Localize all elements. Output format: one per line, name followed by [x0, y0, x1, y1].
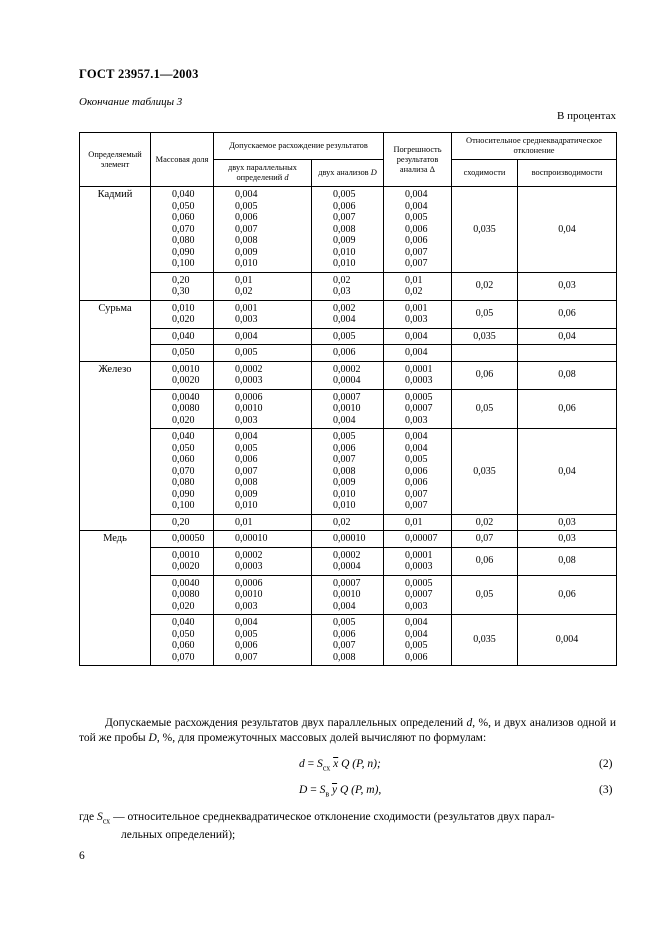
convergence-cell: 0,06: [452, 547, 518, 575]
err-value: 0,006: [405, 223, 428, 235]
d-value: 0,007: [235, 223, 258, 235]
D-cell: [312, 328, 384, 345]
mass-value: 0,080: [172, 477, 195, 488]
d-value: 0,004: [235, 617, 258, 628]
d-value: 0,003: [235, 600, 258, 612]
mass-value: 0,100: [172, 258, 195, 269]
D-value: 0,006: [333, 347, 356, 358]
header-two-analyses-text: двух анализов: [318, 168, 369, 177]
D-value: 0,009: [333, 477, 356, 488]
err-value: 0,006: [405, 235, 428, 246]
d-value: 0,0002: [235, 363, 263, 375]
header-two-parallel-symbol: d: [284, 173, 289, 182]
D-cell: [312, 429, 384, 515]
err-cell: [384, 615, 452, 666]
D-cell: [312, 345, 384, 362]
D-value: 0,0007: [333, 577, 361, 589]
reproducibility-cell: 0,08: [518, 547, 617, 575]
header-two-analyses-symbol: D: [370, 168, 377, 177]
err-value: 0,004: [405, 189, 428, 200]
d-cell: [214, 547, 312, 575]
convergence-cell: 0,05: [452, 300, 518, 328]
err-value: 0,004: [405, 347, 428, 358]
D-value: 0,005: [333, 330, 356, 342]
where-prefix: где: [79, 811, 97, 823]
d-cell: [214, 272, 312, 300]
header-mass-fraction: Массовая доля: [151, 133, 214, 187]
para-text-c: , %, для промежуточных массовых долей вычисляют по формулам:: [156, 732, 487, 744]
err-value: 0,00007: [405, 533, 438, 544]
mass-value: 0,0010: [172, 363, 200, 375]
D-cell: [312, 514, 384, 531]
err-value: 0,001: [405, 302, 428, 314]
err-value: 0,007: [405, 488, 428, 500]
d-value: 0,005: [235, 200, 258, 212]
formula-2-mean: $\overline{x}$: [333, 758, 339, 770]
mass-value: 0,20: [172, 516, 190, 528]
body-paragraph: [79, 716, 616, 746]
err-value: 0,004: [405, 617, 428, 628]
d-value: 0,003: [235, 414, 258, 426]
mass-value: 0,010: [172, 302, 195, 314]
mass-cell: [151, 429, 214, 515]
D-value: 0,00010: [333, 533, 366, 544]
d-value: 0,003: [235, 314, 258, 325]
err-cell: [384, 531, 452, 548]
D-value: 0,007: [333, 212, 356, 223]
d-cell: [214, 300, 312, 328]
D-value: 0,002: [333, 302, 356, 314]
d-value: 0,004: [235, 431, 258, 442]
D-value: 0,004: [333, 600, 356, 612]
d-value: 0,0010: [235, 589, 263, 600]
reproducibility-cell: 0,06: [518, 300, 617, 328]
where-text: — относительное среднеквадратическое отклонение сходимости (результатов двух парал-: [110, 811, 555, 823]
err-cell: [384, 345, 452, 362]
D-value: 0,0004: [333, 561, 361, 572]
D-value: 0,0010: [333, 589, 361, 600]
D-cell: [312, 531, 384, 548]
mass-value: 0,050: [172, 628, 195, 640]
table-row: [80, 187, 617, 273]
D-value: 0,0007: [333, 391, 361, 403]
mass-value: 0,070: [172, 223, 195, 235]
err-value: 0,003: [405, 314, 428, 325]
D-cell: [312, 615, 384, 666]
mass-value: 0,020: [172, 314, 195, 325]
err-value: 0,006: [405, 477, 428, 488]
D-value: 0,010: [333, 488, 356, 500]
D-value: 0,007: [333, 640, 356, 651]
d-value: 0,010: [235, 500, 258, 511]
convergence-cell: [452, 345, 518, 362]
mass-value: 0,040: [172, 617, 195, 628]
err-value: 0,005: [405, 454, 428, 465]
header-reproducibility: воспроизводимости: [518, 160, 617, 187]
table-row: [80, 531, 617, 548]
d-value: 0,001: [235, 302, 258, 314]
D-value: 0,008: [333, 223, 356, 235]
mass-value: 0,080: [172, 235, 195, 246]
mass-cell: [151, 575, 214, 615]
header-error: Погрешность результатов анализа Δ: [384, 133, 452, 187]
mass-value: 0,060: [172, 454, 195, 465]
mass-value: 0,0020: [172, 375, 200, 386]
mass-value: 0,070: [172, 465, 195, 477]
units-label: В процентах: [557, 110, 616, 122]
D-value: 0,02: [333, 516, 351, 528]
D-cell: [312, 547, 384, 575]
D-value: 0,0004: [333, 375, 361, 386]
D-value: 0,010: [333, 246, 356, 258]
table-row: [80, 389, 617, 429]
data-table: [79, 132, 617, 666]
mass-value: 0,090: [172, 488, 195, 500]
d-value: 0,009: [235, 246, 258, 258]
reproducibility-cell: 0,03: [518, 272, 617, 300]
convergence-cell: 0,035: [452, 615, 518, 666]
err-value: 0,007: [405, 258, 428, 269]
formula-3-lhs: D: [299, 784, 308, 796]
formula-2-number: (2): [599, 758, 613, 770]
header-relative-deviation: Относительное среднеквадратическое отклонение: [452, 133, 617, 160]
mass-value: 0,30: [172, 286, 190, 297]
D-value: 0,004: [333, 414, 356, 426]
element-cell: Сурьма: [80, 300, 151, 361]
header-two-parallel-text: двух параллельных определений: [228, 163, 297, 182]
err-value: 0,0001: [405, 549, 433, 561]
err-value: 0,003: [405, 414, 428, 426]
element-cell: Кадмий: [80, 187, 151, 301]
mass-value: 0,050: [172, 200, 195, 212]
D-value: 0,02: [333, 274, 351, 286]
d-value: 0,007: [235, 651, 258, 663]
d-cell: [214, 187, 312, 273]
d-value: 0,008: [235, 235, 258, 246]
err-value: 0,004: [405, 431, 428, 442]
D-value: 0,006: [333, 442, 356, 454]
table-row: [80, 328, 617, 345]
d-value: 0,01: [235, 516, 253, 528]
formula-3-q: Q: [337, 784, 352, 796]
formula-2-eq: =: [304, 758, 317, 770]
reproducibility-cell: 0,04: [518, 429, 617, 515]
d-cell: [214, 615, 312, 666]
convergence-cell: 0,02: [452, 514, 518, 531]
d-value: 0,006: [235, 454, 258, 465]
err-value: 0,02: [405, 286, 423, 297]
err-value: 0,005: [405, 212, 428, 223]
err-value: 0,005: [405, 640, 428, 651]
err-value: 0,0003: [405, 561, 433, 572]
d-value: 0,004: [235, 189, 258, 200]
d-cell: [214, 389, 312, 429]
table-row: [80, 272, 617, 300]
err-value: 0,007: [405, 246, 428, 258]
mass-value: 0,090: [172, 246, 195, 258]
formula-2: [299, 758, 381, 772]
mass-cell: [151, 345, 214, 362]
table-row: [80, 615, 617, 666]
header-two-analyses: [312, 160, 384, 187]
para-symbol-d: d: [466, 717, 473, 729]
err-value: 0,0003: [405, 375, 433, 386]
err-cell: [384, 361, 452, 389]
where-sub: сх: [102, 816, 111, 826]
formula-3-args: (P, m),: [351, 784, 382, 796]
mass-cell: [151, 615, 214, 666]
reproducibility-cell: 0,03: [518, 514, 617, 531]
d-value: 0,008: [235, 477, 258, 488]
formula-3-number: (3): [599, 784, 613, 796]
D-cell: [312, 389, 384, 429]
convergence-cell: 0,035: [452, 429, 518, 515]
mass-cell: [151, 514, 214, 531]
header-element: Определяемый элемент: [80, 133, 151, 187]
mass-value: 0,050: [172, 442, 195, 454]
convergence-cell: 0,06: [452, 361, 518, 389]
d-value: 0,0006: [235, 577, 263, 589]
formula-3-s: S: [319, 784, 326, 796]
err-value: 0,006: [405, 465, 428, 477]
err-value: 0,0005: [405, 391, 433, 403]
D-value: 0,005: [333, 431, 356, 442]
d-cell: [214, 345, 312, 362]
formula-2-q: Q: [338, 758, 353, 770]
err-value: 0,0007: [405, 403, 433, 414]
mass-value: 0,100: [172, 500, 195, 511]
table-row: [80, 547, 617, 575]
d-cell: [214, 328, 312, 345]
err-value: 0,0005: [405, 577, 433, 589]
D-value: 0,03: [333, 286, 351, 297]
reproducibility-cell: 0,06: [518, 389, 617, 429]
formula-3-eq: =: [307, 784, 320, 796]
para-text-b: , %, и двух анализов одной и той же пробы: [79, 717, 616, 744]
reproducibility-cell: 0,08: [518, 361, 617, 389]
formula-3: [299, 784, 381, 798]
reproducibility-cell: 0,06: [518, 575, 617, 615]
d-value: 0,0003: [235, 561, 263, 572]
err-cell: [384, 514, 452, 531]
err-cell: [384, 547, 452, 575]
err-value: 0,01: [405, 274, 423, 286]
mass-value: 0,050: [172, 347, 195, 358]
mass-cell: [151, 187, 214, 273]
D-value: 0,005: [333, 617, 356, 628]
D-value: 0,010: [333, 258, 356, 269]
D-value: 0,0002: [333, 549, 361, 561]
err-value: 0,006: [405, 651, 428, 663]
mass-value: 0,020: [172, 414, 195, 426]
err-cell: [384, 429, 452, 515]
d-cell: [214, 361, 312, 389]
D-cell: [312, 272, 384, 300]
mass-value: 0,040: [172, 330, 195, 342]
mass-value: 0,020: [172, 600, 195, 612]
d-value: 0,010: [235, 258, 258, 269]
D-value: 0,008: [333, 465, 356, 477]
where-continuation: лельных определений);: [121, 829, 236, 842]
reproducibility-cell: 0,03: [518, 531, 617, 548]
convergence-cell: 0,02: [452, 272, 518, 300]
err-value: 0,0001: [405, 363, 433, 375]
d-cell: [214, 575, 312, 615]
mass-cell: [151, 361, 214, 389]
mass-value: 0,0040: [172, 577, 200, 589]
d-cell: [214, 514, 312, 531]
err-cell: [384, 300, 452, 328]
d-value: 0,01: [235, 274, 253, 286]
table-body: [80, 187, 617, 666]
mass-cell: [151, 272, 214, 300]
d-value: 0,0002: [235, 549, 263, 561]
err-cell: [384, 328, 452, 345]
mass-cell: [151, 547, 214, 575]
err-value: 0,003: [405, 600, 428, 612]
d-value: 0,007: [235, 465, 258, 477]
mass-value: 0,060: [172, 212, 195, 223]
mass-value: 0,0080: [172, 589, 200, 600]
err-value: 0,01: [405, 516, 423, 528]
mass-cell: [151, 328, 214, 345]
err-cell: [384, 575, 452, 615]
mass-value: 0,0040: [172, 391, 200, 403]
mass-value: 0,060: [172, 640, 195, 651]
err-cell: [384, 187, 452, 273]
D-value: 0,004: [333, 314, 356, 325]
mass-value: 0,20: [172, 274, 190, 286]
formula-3-mean: $\overline{y}$: [331, 784, 338, 796]
reproducibility-cell: 0,04: [518, 187, 617, 273]
err-value: 0,004: [405, 200, 428, 212]
err-value: 0,0007: [405, 589, 433, 600]
reproducibility-cell: 0,004: [518, 615, 617, 666]
header-convergence: сходимости: [452, 160, 518, 187]
d-cell: [214, 429, 312, 515]
D-value: 0,007: [333, 454, 356, 465]
page-number: 6: [79, 850, 85, 862]
mass-cell: [151, 531, 214, 548]
err-value: 0,004: [405, 442, 428, 454]
d-value: 0,004: [235, 330, 258, 342]
convergence-cell: 0,05: [452, 389, 518, 429]
mass-value: 0,0020: [172, 561, 200, 572]
formula-3-sub: в: [325, 789, 330, 799]
header-allowed-divergence: Допускаемое расхождение результатов: [214, 133, 384, 160]
d-value: 0,0003: [235, 375, 263, 386]
mass-value: 0,040: [172, 189, 195, 200]
d-value: 0,02: [235, 286, 253, 297]
D-value: 0,009: [333, 235, 356, 246]
mass-value: 0,040: [172, 431, 195, 442]
d-value: 0,00010: [235, 533, 268, 544]
d-cell: [214, 531, 312, 548]
d-value: 0,005: [235, 628, 258, 640]
D-value: 0,0010: [333, 403, 361, 414]
convergence-cell: 0,05: [452, 575, 518, 615]
convergence-cell: 0,07: [452, 531, 518, 548]
d-value: 0,009: [235, 488, 258, 500]
err-cell: [384, 389, 452, 429]
D-cell: [312, 361, 384, 389]
D-value: 0,010: [333, 500, 356, 511]
formula-2-s: S: [317, 758, 323, 770]
formula-2-lhs: d: [299, 758, 305, 770]
table-caption: Окончание таблицы 3: [79, 96, 183, 108]
formula-2-sub: сх: [322, 763, 331, 773]
mass-value: 0,00050: [172, 533, 205, 544]
err-value: 0,004: [405, 330, 428, 342]
table-row: [80, 514, 617, 531]
where-s: S: [96, 811, 103, 823]
formula-2-args: (P, n);: [352, 758, 381, 770]
table-row: [80, 345, 617, 362]
mass-cell: [151, 300, 214, 328]
d-value: 0,0010: [235, 403, 263, 414]
element-cell: Железо: [80, 361, 151, 531]
d-value: 0,006: [235, 212, 258, 223]
D-cell: [312, 187, 384, 273]
d-value: 0,005: [235, 347, 258, 358]
mass-value: 0,0080: [172, 403, 200, 414]
mass-value: 0,070: [172, 651, 195, 663]
mass-cell: [151, 389, 214, 429]
header-two-parallel: [214, 160, 312, 187]
d-value: 0,0006: [235, 391, 263, 403]
err-value: 0,007: [405, 500, 428, 511]
mass-value: 0,0010: [172, 549, 200, 561]
para-text-a: Допускаемые расхождения результатов двух параллельных определений: [105, 717, 464, 729]
D-value: 0,006: [333, 628, 356, 640]
D-value: 0,008: [333, 651, 356, 663]
table-row: [80, 429, 617, 515]
D-value: 0,0002: [333, 363, 361, 375]
table-row: [80, 300, 617, 328]
D-cell: [312, 300, 384, 328]
table-row: [80, 361, 617, 389]
convergence-cell: 0,035: [452, 328, 518, 345]
err-cell: [384, 272, 452, 300]
para-symbol-D: D: [148, 732, 157, 744]
D-cell: [312, 575, 384, 615]
document-header: ГОСТ 23957.1—2003: [79, 67, 199, 81]
d-value: 0,005: [235, 442, 258, 454]
element-cell: Медь: [80, 531, 151, 666]
table-row: [80, 575, 617, 615]
d-value: 0,006: [235, 640, 258, 651]
convergence-cell: 0,035: [452, 187, 518, 273]
reproducibility-cell: 0,04: [518, 328, 617, 345]
D-value: 0,006: [333, 200, 356, 212]
where-definition: [79, 810, 616, 843]
reproducibility-cell: [518, 345, 617, 362]
D-value: 0,005: [333, 189, 356, 200]
err-value: 0,004: [405, 628, 428, 640]
